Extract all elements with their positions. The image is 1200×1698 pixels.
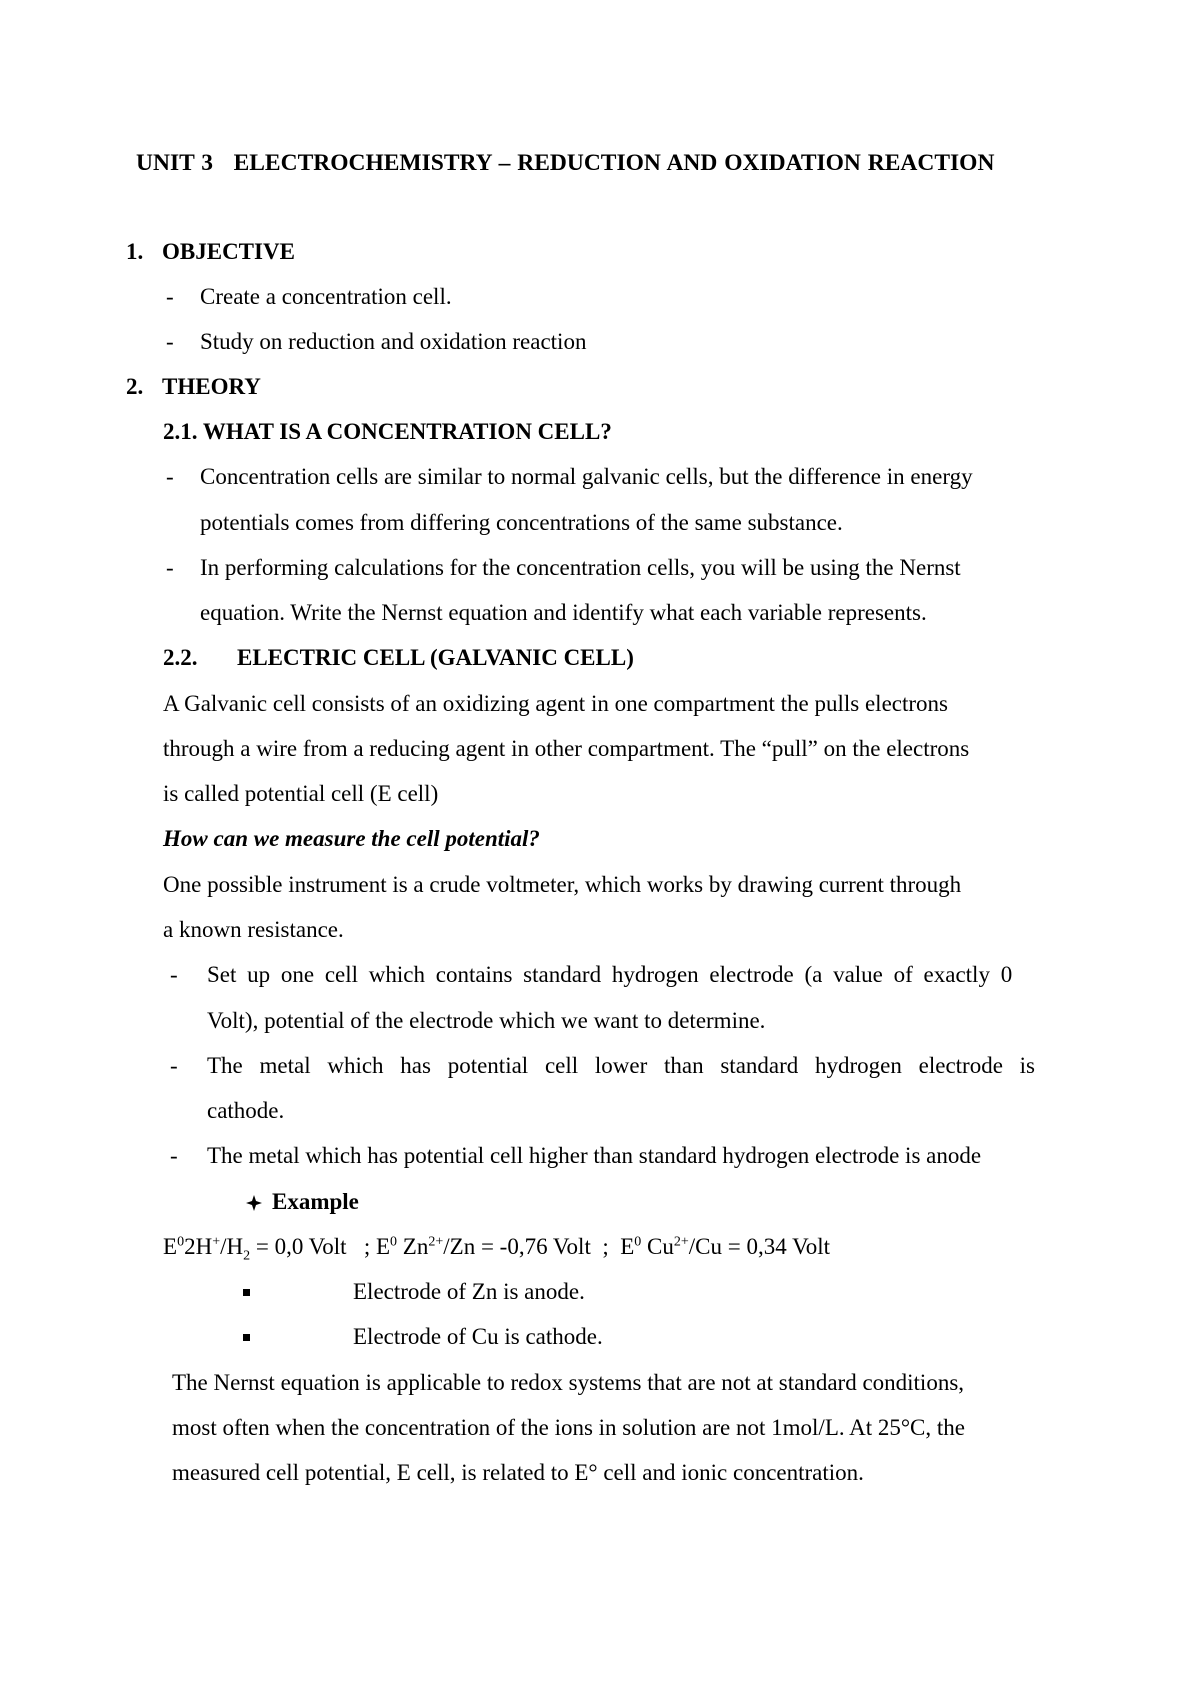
square-bullet-icon [243, 1289, 250, 1296]
cu-cathode-text: Electrode of Cu is cathode. [353, 1324, 603, 1349]
section-title: OBJECTIVE [162, 239, 295, 264]
objective-item-1-text: Create a concentration cell. [200, 284, 452, 309]
section-2-heading [126, 372, 261, 402]
measure-bullet-1-line-2: Volt), potential of the electrode which we want to determine. [207, 1008, 766, 1033]
nernst-paragraph-line-1: The Nernst equation is applicable to redox systems that are not at standard conditions, [172, 1370, 965, 1395]
nernst-paragraph-line-3: measured cell potential, E cell, is related to E° cell and ionic concentration. [172, 1460, 864, 1485]
measure-bullet-2-line-2: cathode. [207, 1098, 285, 1123]
concentration-bullet-1-line-1: Concentration cells are similar to normal galvanic cells, but the difference in energy [200, 464, 973, 489]
dash-bullet: - [170, 962, 178, 987]
example-label: Example [272, 1189, 359, 1214]
voltmeter-paragraph-line-1: One possible instrument is a crude voltmeter, which works by drawing current through [163, 872, 962, 897]
voltmeter-paragraph-line-2: a known resistance. [163, 917, 344, 942]
subsection-2-1-heading: 2.1. WHAT IS A CONCENTRATION CELL? [163, 419, 612, 444]
dash-bullet: - [170, 1143, 178, 1168]
dash-bullet: - [166, 329, 174, 354]
galvanic-paragraph-line-2: through a wire from a reducing agent in other compartment. The “pull” on the electrons [163, 736, 970, 761]
objective-item-2-text: Study on reduction and oxidation reaction [200, 329, 587, 354]
square-bullet-icon [243, 1334, 250, 1341]
section-title: THEORY [162, 374, 261, 399]
section-number: 1. [126, 239, 144, 264]
dash-bullet: - [166, 464, 174, 489]
dash-bullet: - [166, 555, 174, 580]
potential-equation: $E^02H^+/H_2 = 0,0$ Volt ; $E^0$ $Zn^{2+}/Zn = -0,76$ Volt ; $E^0$ $Cu^{2+}/Cu = 0,34$ Volt [163, 1234, 831, 1264]
galvanic-paragraph-line-1: A Galvanic cell consists of an oxidizing agent in one compartment the pulls electrons [163, 691, 948, 716]
dash-bullet: - [170, 1053, 178, 1078]
nernst-paragraph-line-2: most often when the concentration of the ions in solution are not 1mol/L. At 25°C, the [172, 1415, 965, 1440]
zn-anode-text: Electrode of Zn is anode. [353, 1279, 585, 1304]
measure-bullet-1-line-1: Set up one cell which contains standard hydrogen electrode (a value of exactly 0 [207, 962, 1013, 987]
galvanic-paragraph-line-3: is called potential cell (E cell) [163, 781, 439, 806]
subsection-2-2-heading [163, 643, 634, 673]
measure-bullet-2-line-1: The metal which has potential cell lower than standard hydrogen electrode is [207, 1053, 1036, 1078]
measure-bullet-3-line-1: The metal which has potential cell higher than standard hydrogen electrode is anode [207, 1143, 982, 1168]
concentration-bullet-2-line-1: In performing calculations for the concentration cells, you will be using the Nernst [200, 555, 961, 580]
concentration-bullet-2-line-2: equation. Write the Nernst equation and identify what each variable represents. [200, 600, 927, 625]
square-bullet-item-1 [243, 1277, 250, 1307]
page-title: UNIT 3 ELECTROCHEMISTRY – REDUCTION AND OXIDATION REACTION [136, 150, 995, 176]
objective-item-1 [166, 282, 174, 312]
section-1-heading [126, 237, 295, 267]
example-heading [246, 1187, 359, 1217]
dash-bullet: - [166, 284, 174, 309]
measure-question: How can we measure the cell potential? [163, 826, 540, 851]
square-bullet-item-2 [243, 1322, 250, 1352]
subsection-number: 2.2. [163, 645, 198, 670]
objective-item-2 [166, 327, 174, 357]
section-number: 2. [126, 374, 144, 399]
subsection-title: ELECTRIC CELL (GALVANIC CELL) [237, 645, 634, 670]
diamond-bullet-icon [246, 1187, 268, 1217]
concentration-bullet-1-line-2: potentials comes from differing concentrations of the same substance. [200, 510, 843, 535]
